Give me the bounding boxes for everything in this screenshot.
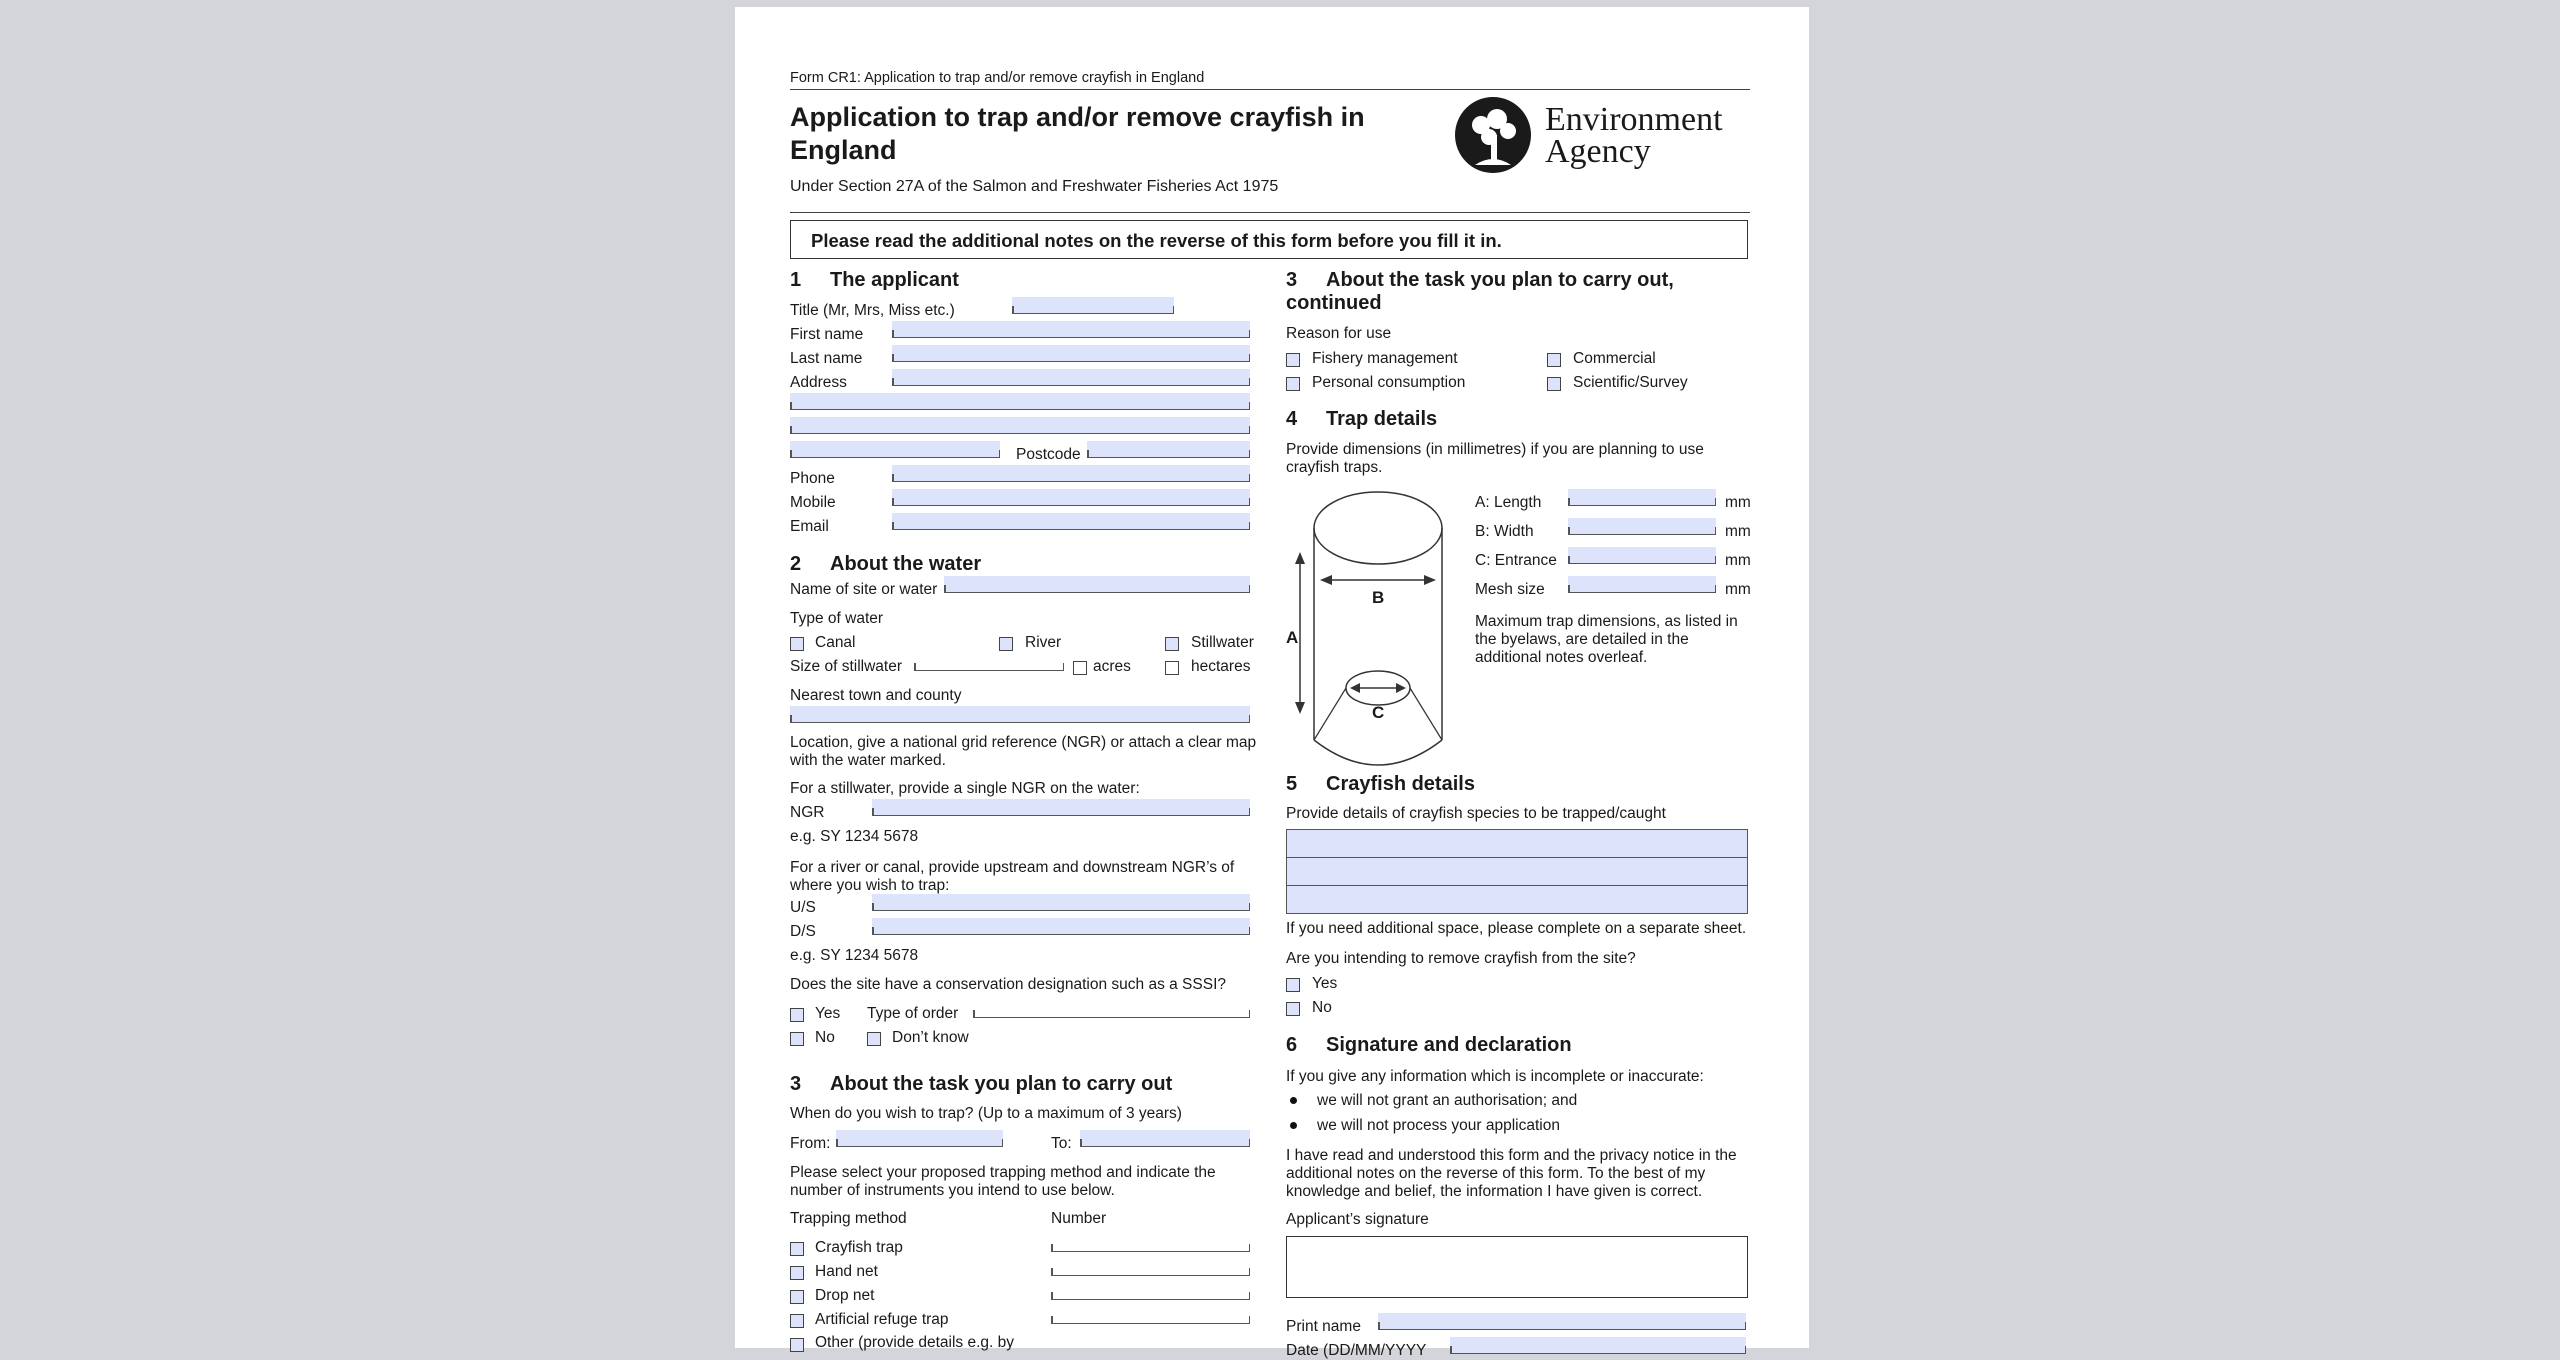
acres-checkbox[interactable] xyxy=(1073,661,1087,675)
mesh-size-label: Mesh size xyxy=(1475,581,1545,598)
river-label: River xyxy=(1025,634,1062,651)
sssi-question: Does the site have a conservation designation such as a SSSI? xyxy=(790,976,1226,993)
fishery-management-label: Fishery management xyxy=(1312,350,1458,367)
type-of-order-field[interactable] xyxy=(973,1003,1250,1018)
crayfish-species-label: Provide details of crayfish species to be trapped/caught xyxy=(1286,805,1666,822)
length-field[interactable] xyxy=(1568,489,1716,506)
address-label: Address xyxy=(790,374,847,391)
sssi-yes-label: Yes xyxy=(815,1005,841,1022)
form-title-line1: Application to trap and/or remove crayfish in xyxy=(790,102,1365,132)
crayfish-trap-checkbox[interactable] xyxy=(790,1242,804,1256)
header-rule-2 xyxy=(790,212,1750,213)
scientific-survey-checkbox[interactable] xyxy=(1547,377,1561,391)
address-field-2[interactable] xyxy=(790,393,1250,410)
upstream-label: U/S xyxy=(790,899,816,916)
notice-box xyxy=(790,220,1748,259)
trap-diagram xyxy=(1286,490,1451,770)
crayfish-species-row-2[interactable] xyxy=(1287,858,1747,886)
from-date-field[interactable] xyxy=(836,1130,1003,1147)
artificial-refuge-trap-number[interactable] xyxy=(1051,1309,1250,1324)
mesh-size-field[interactable] xyxy=(1568,576,1716,593)
logo-text-line1: Environment xyxy=(1545,101,1723,138)
section-4-heading: 4 Trap details xyxy=(1286,408,1438,430)
remove-no-label: No xyxy=(1312,999,1332,1016)
type-of-order-label: Type of order xyxy=(867,1005,959,1022)
print-name-field[interactable] xyxy=(1378,1313,1746,1330)
crayfish-species-row-1[interactable] xyxy=(1287,830,1747,858)
drop-net-number[interactable] xyxy=(1051,1285,1250,1300)
first-name-label: First name xyxy=(790,326,864,343)
phone-label: Phone xyxy=(790,470,835,487)
diagram-label-a: A xyxy=(1286,628,1299,647)
form-reference: Form CR1: Application to trap and/or remove crayfish in England xyxy=(790,70,1205,86)
entrance-label: C: Entrance xyxy=(1475,552,1557,569)
crayfish-species-row-3[interactable] xyxy=(1287,886,1747,913)
header-rule xyxy=(790,89,1750,90)
warning-bullet-1: we will not grant an authorisation; and xyxy=(1317,1092,1578,1109)
upstream-field[interactable] xyxy=(872,894,1250,911)
form-subtitle: Under Section 27A of the Salmon and Freshwater Fisheries Act 1975 xyxy=(790,178,1279,195)
sssi-dont-know-checkbox[interactable] xyxy=(867,1032,881,1046)
to-label: To: xyxy=(1051,1135,1072,1152)
river-checkbox[interactable] xyxy=(999,637,1013,651)
remove-crayfish-question: Are you intending to remove crayfish from the site? xyxy=(1286,950,1636,967)
diagram-label-c: C xyxy=(1372,703,1385,722)
when-label: When do you wish to trap? (Up to a maximum of 3 years) xyxy=(790,1105,1182,1122)
downstream-label: D/S xyxy=(790,923,816,940)
crayfish-trap-label: Crayfish trap xyxy=(815,1239,903,1256)
trap-dimensions-note: Maximum trap dimensions, as listed in the byelaws, are detailed in the additional notes overleaf. xyxy=(1475,613,1738,666)
hand-net-number[interactable] xyxy=(1051,1261,1250,1276)
drop-net-label: Drop net xyxy=(815,1287,875,1304)
to-date-field[interactable] xyxy=(1080,1130,1250,1147)
warning-bullet-2: we will not process your application xyxy=(1317,1117,1560,1134)
number-header: Number xyxy=(1051,1210,1107,1227)
personal-consumption-label: Personal consumption xyxy=(1312,374,1466,391)
mobile-label: Mobile xyxy=(790,494,836,511)
form-title-line2: England xyxy=(790,135,897,165)
nearest-town-field[interactable] xyxy=(790,706,1250,723)
drop-net-checkbox[interactable] xyxy=(790,1290,804,1304)
hand-net-checkbox[interactable] xyxy=(790,1266,804,1280)
length-label: A: Length xyxy=(1475,494,1542,511)
title-field[interactable] xyxy=(1012,297,1174,314)
crayfish-species-table xyxy=(1286,829,1748,914)
ngr-example: e.g. SY 1234 5678 xyxy=(790,828,919,845)
other-method-label: Other (provide details e.g. by xyxy=(815,1334,1015,1351)
print-name-label: Print name xyxy=(1286,1318,1361,1335)
method-instructions: Please select your proposed trapping method and indicate the number of instruments you intend to use below. xyxy=(790,1164,1216,1199)
river-ngr-instructions: For a river or canal, provide upstream and downstream NGR’s of where you wish to trap: xyxy=(790,859,1235,894)
remove-yes-label: Yes xyxy=(1312,975,1338,992)
width-unit: mm xyxy=(1725,523,1751,540)
artificial-refuge-trap-label: Artificial refuge trap xyxy=(815,1311,949,1328)
section-5-heading: 5 Crayfish details xyxy=(1286,773,1475,795)
site-name-label: Name of site or water xyxy=(790,581,938,598)
method-header: Trapping method xyxy=(790,1210,907,1227)
hand-net-label: Hand net xyxy=(815,1263,878,1280)
site-name-field[interactable] xyxy=(944,576,1250,593)
date-field[interactable] xyxy=(1450,1337,1746,1354)
section-3-heading: 3 About the task you plan to carry out xyxy=(790,1073,1173,1095)
phone-field[interactable] xyxy=(892,465,1250,482)
section-3-continued-heading: 3 About the task you plan to carry out, xyxy=(1286,269,1674,291)
bullet-icon xyxy=(1290,1122,1297,1129)
trap-intro: Provide dimensions (in millimetres) if you are planning to use crayfish traps. xyxy=(1286,441,1704,476)
size-field[interactable] xyxy=(914,656,1064,671)
first-name-field[interactable] xyxy=(892,321,1250,338)
canal-checkbox[interactable] xyxy=(790,637,804,651)
address-field-4[interactable] xyxy=(790,441,1000,458)
stillwater-label: Stillwater xyxy=(1191,634,1254,651)
ngr-label: NGR xyxy=(790,804,825,821)
sssi-dont-know-label: Don’t know xyxy=(892,1029,969,1046)
cylinder-trap-diagram xyxy=(1286,490,1451,770)
size-label: Size of stillwater xyxy=(790,658,902,675)
scientific-survey-label: Scientific/Survey xyxy=(1573,374,1688,391)
signature-box[interactable] xyxy=(1286,1236,1748,1298)
last-name-label: Last name xyxy=(790,350,863,367)
entrance-field[interactable] xyxy=(1568,547,1716,564)
email-label: Email xyxy=(790,518,829,535)
width-field[interactable] xyxy=(1568,518,1716,535)
location-instructions: Location, give a national grid reference (NGR) or attach a clear map with the water marked. xyxy=(790,734,1257,769)
last-name-field[interactable] xyxy=(892,345,1250,362)
incomplete-warning: If you give any information which is incomplete or inaccurate: xyxy=(1286,1068,1704,1085)
section-6-heading: 6 Signature and declaration xyxy=(1286,1034,1572,1056)
river-ngr-example: e.g. SY 1234 5678 xyxy=(790,947,919,964)
date-label: Date (DD/MM/YYYY xyxy=(1286,1342,1427,1359)
ngr-field[interactable] xyxy=(872,799,1250,816)
diagram-label-b: B xyxy=(1372,588,1385,607)
from-label: From: xyxy=(790,1135,831,1152)
postcode-field[interactable] xyxy=(1087,441,1250,458)
additional-space-note: If you need additional space, please complete on a separate sheet. xyxy=(1286,920,1747,937)
commercial-checkbox[interactable] xyxy=(1547,353,1561,367)
entrance-unit: mm xyxy=(1725,552,1751,569)
logo-text-line2: Agency xyxy=(1545,133,1651,170)
signature-label: Applicant’s signature xyxy=(1286,1211,1429,1228)
acres-label: acres xyxy=(1093,658,1131,675)
stillwater-checkbox[interactable] xyxy=(1165,637,1179,651)
mobile-field[interactable] xyxy=(892,489,1250,506)
other-method-checkbox[interactable] xyxy=(790,1338,804,1352)
crayfish-trap-number[interactable] xyxy=(1051,1237,1250,1252)
sssi-no-label: No xyxy=(815,1029,835,1046)
hectares-label: hectares xyxy=(1191,658,1251,675)
address-field-3[interactable] xyxy=(790,417,1250,434)
commercial-label: Commercial xyxy=(1573,350,1656,367)
canal-label: Canal xyxy=(815,634,856,651)
bullet-icon xyxy=(1290,1097,1297,1104)
personal-consumption-checkbox[interactable] xyxy=(1286,377,1300,391)
section-3-continued-heading-line2: continued xyxy=(1286,292,1382,314)
section-2-heading: 2 About the water xyxy=(790,553,982,575)
address-field-1[interactable] xyxy=(892,369,1250,386)
remove-yes-checkbox[interactable] xyxy=(1286,978,1300,992)
remove-no-checkbox[interactable] xyxy=(1286,1002,1300,1016)
sssi-yes-checkbox[interactable] xyxy=(790,1008,804,1022)
nearest-town-label: Nearest town and county xyxy=(790,687,962,704)
fishery-management-checkbox[interactable] xyxy=(1286,353,1300,367)
mesh-size-unit: mm xyxy=(1725,581,1751,598)
stillwater-ngr-instructions: For a stillwater, provide a single NGR on the water: xyxy=(790,780,1140,797)
reason-label: Reason for use xyxy=(1286,325,1392,342)
width-label: B: Width xyxy=(1475,523,1534,540)
type-of-water-label: Type of water xyxy=(790,610,884,627)
notice-text: Please read the additional notes on the reverse of this form before you fill it in. xyxy=(811,230,1502,251)
hectares-checkbox[interactable] xyxy=(1165,661,1179,675)
downstream-field[interactable] xyxy=(872,918,1250,935)
length-unit: mm xyxy=(1725,494,1751,511)
email-field[interactable] xyxy=(892,513,1250,530)
form-page xyxy=(735,7,1809,1359)
sssi-no-checkbox[interactable] xyxy=(790,1032,804,1046)
postcode-label: Postcode xyxy=(1016,446,1081,463)
artificial-refuge-trap-checkbox[interactable] xyxy=(790,1314,804,1328)
declaration-text: I have read and understood this form and the privacy notice in the additional notes on the reverse of this form. To the best of my knowledge and belief, the information I have given is correct. xyxy=(1286,1147,1737,1200)
title-label: Title (Mr, Mrs, Miss etc.) xyxy=(790,302,955,319)
tree-icon xyxy=(1453,95,1533,175)
section-1-heading: 1 The applicant xyxy=(790,269,959,291)
